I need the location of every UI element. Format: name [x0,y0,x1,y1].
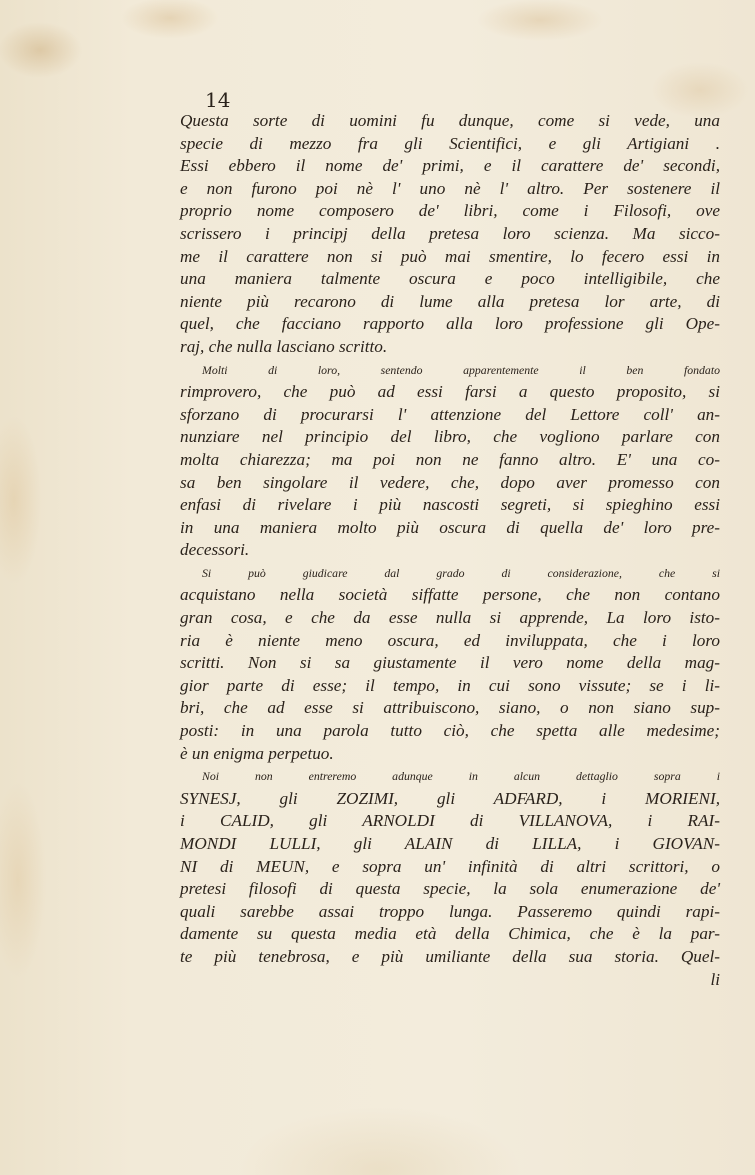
text-line: scrissero i principj della pretesa loro scienza. Ma sicco- [180,223,720,243]
text-line: in una maniera molto più oscura di quella de' loro pre- [180,517,720,537]
text-line: i CALID, gli ARNOLDI di VILLANOVA, i RAI- [180,811,720,831]
text-line: ria è niente meno oscura, ed inviluppata, che i loro [180,630,720,650]
text-line: acquistano nella società siffatte persone, che non contano [180,585,720,605]
text-line: sa ben singolare il vedere, che, dopo aver promesso con [180,472,720,492]
body-text [180,110,720,991]
text-line: nunziare nel principio del libro, che vogliono parlare con [180,427,720,447]
text-line: pretesi filosofi di questa specie, la sola enumerazione de' [180,879,720,899]
text-line: te più tenebrosa, e più umiliante della sua storia. Quel- [180,946,720,966]
text-line: raj, che nulla lasciano scritto. [180,336,388,356]
text-line: proprio nome composero de' libri, come i Filosofi, ove [180,201,720,221]
text-line: Si può giudicare dal grado di considerazione, che si [202,565,720,580]
text-line: damente su questa media età della Chimica, che è la par- [180,924,720,944]
text-line: Noi non entreremo adunque in alcun dettaglio sopra i [202,769,720,784]
text-line: gran cosa, e che da esse nulla si apprende, La loro isto- [180,608,720,628]
text-line: Questa sorte di uomini fu dunque, come si vede, una [180,111,720,130]
text-line: e non furono poi nè l' uno nè l' altro. Per sostenere il [180,178,720,198]
text-line: una maniera talmente oscura e poco intelligibile, che [180,269,720,289]
text-line: MONDI LULLI, gli ALAIN di LILLA, i GIOVAN- [180,834,720,853]
text-line: niente più recarono di lume alla pretesa lor arte, di [180,291,720,311]
text-line: gior parte di esse; il tempo, in cui sono vissute; se i li- [180,675,720,695]
text-line: è un enigma perpetuo. [180,743,334,763]
text-line: li [710,969,720,989]
text-line: specie di mezzo fra gli Scientifici, e gli Artigiani . [180,133,720,153]
page-number: 14 [205,88,231,112]
text-line: bri, che ad esse si attribuiscono, siano, o non siano sup- [180,698,720,718]
text-line: rimprovero, che può ad essi farsi a questo proposito, si [180,382,720,402]
text-line: posti: in una parola tutto ciò, che spetta alle medesime; [180,721,720,741]
text-line: decessori. [180,540,250,560]
text-line: Molti di loro, sentendo apparentemente il ben fondato [202,362,720,377]
text-line: enfasi di rivelare i più nascosti segreti, si spieghino essi [180,495,720,515]
text-line: quali sarebbe assai troppo lunga. Passeremo quindi rapi- [180,901,720,921]
text-line: molta chiarezza; ma poi non ne fanno altro. E' una co- [180,449,720,469]
text-line: quel, che facciano rapporto alla loro professione gli Ope- [180,314,720,334]
text-line: SYNESJ, gli ZOZIMI, gli ADFARD, i MORIENI, [180,788,720,808]
text-line: me il carattere non si può mai smentire, lo fecero essi in [180,246,720,266]
text-line: sforzano di procurarsi l' attenzione del Lettore coll' an- [180,404,720,424]
text-line: Essi ebbero il nome de' primi, e il carattere de' secondi, [180,156,720,176]
text-line: NI di MEUN, e sopra un' infinità di altri scrittori, o [180,856,720,876]
text-line: scritti. Non si sa giustamente il vero nome della mag- [180,653,720,673]
